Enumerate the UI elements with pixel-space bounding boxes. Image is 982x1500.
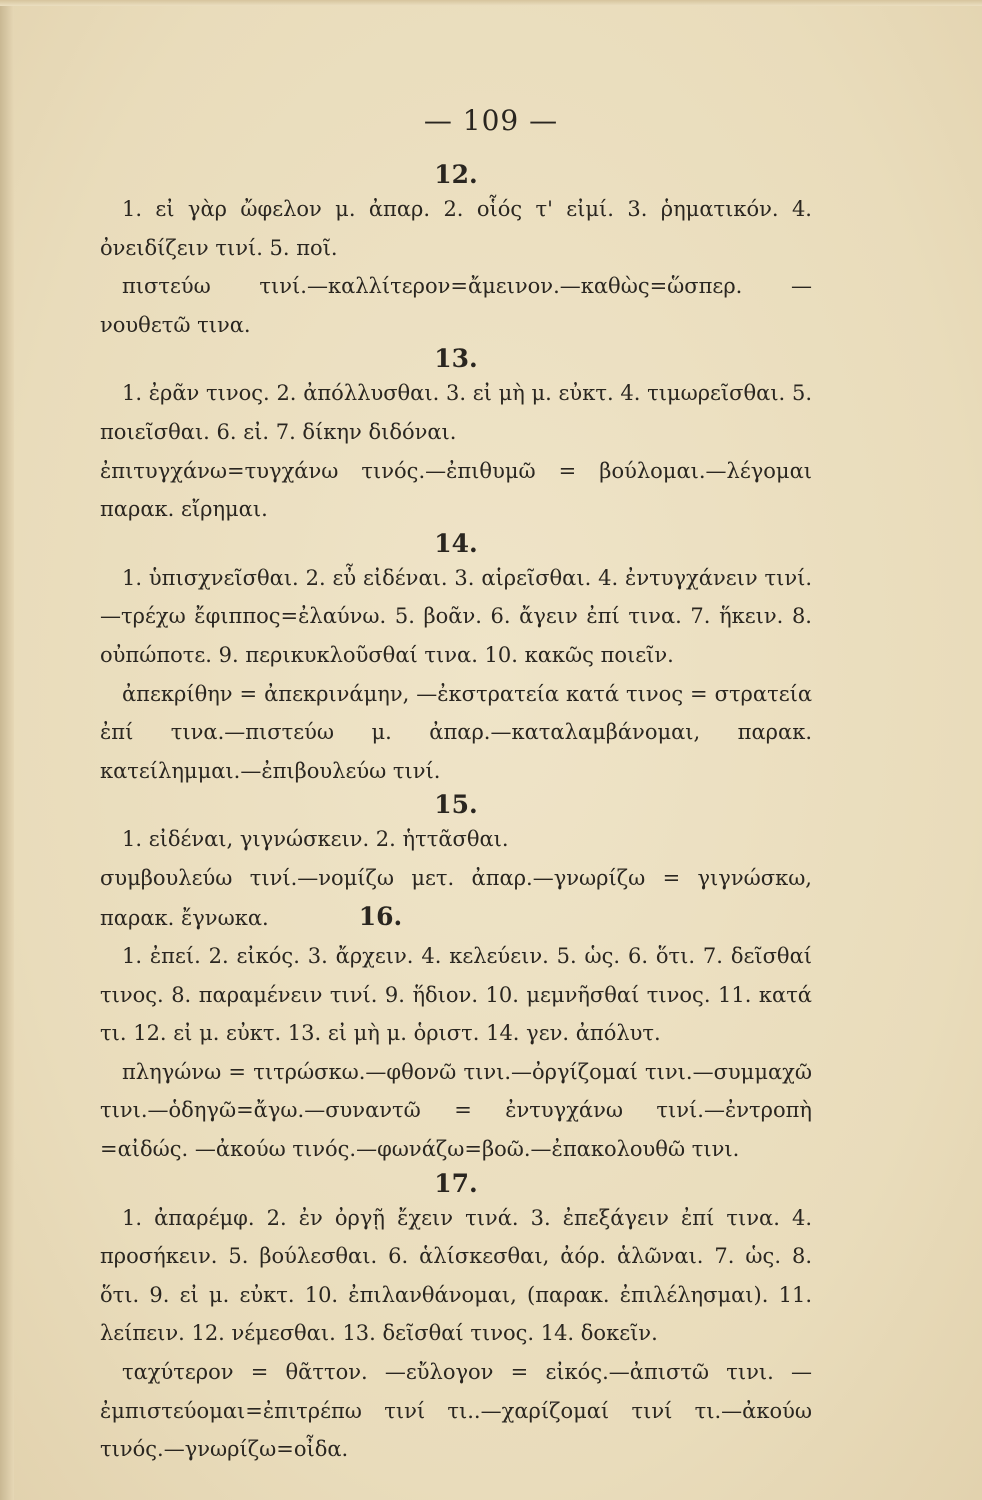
section-15-notes-line [100, 859, 812, 937]
section-heading-16: 16. [358, 901, 403, 931]
section-12-answers: 1. εἰ γὰρ ὤφελον μ. ἀπαρ. 2. οἷός τ' εἰμί. 3. ῥηματικόν. 4. ὀνειδίζειν τινί. 5. ποῖ. [100, 197, 812, 260]
section-17-notes: ταχύτερον = θᾶττον. —εὔλογον = εἰκός.—ἀπιστῶ τινι. —ἐμπιστεύομαι=ἐπιτρέπω τινί τι..—χαρίζομαί τινί τι.—ἀκούω τινός.—γνωρίζω=οἶδα. [100, 1360, 812, 1462]
section-13-answers: 1. ἐρᾶν τινος. 2. ἀπόλλυσθαι. 3. εἰ μὴ μ. εὐκτ. 4. τιμωρεῖσθαι. 5. ποιεῖσθαι. 6. εἰ. 7. δίκην διδόναι. [100, 381, 812, 444]
exercise-answers [100, 160, 812, 1469]
page-top-edge [0, 0, 982, 6]
section-16-notes: πληγώνω = τιτρώσκω.—φθονῶ τινι.—ὀργίζομαί τινι.—συμμαχῶ τινι.—ὁδηγῶ=ἄγω.—συναντῶ = ἐντυγχάνω τινί.—ἐντροπὴ =αἰδώς. —ἀκούω τινός.—φωνάζω=βοῶ.—ἐπακολουθῶ τινι. [100, 1059, 812, 1162]
section-heading-15: 15. [434, 790, 478, 820]
section-heading-13: 13. [434, 344, 478, 374]
section-13-notes: ἐπιτυγχάνω=τυγχάνω τινός.—ἐπιθυμῶ = βούλομαι.—λέγομαι παρακ. εἴρημαι. [100, 458, 812, 522]
section-14-answers: 1. ὑπισχνεῖσθαι. 2. εὖ εἰδέναι. 3. αἱρεῖσθαι. 4. ἐντυγχάνειν τινί.—τρέχω ἔφιππος=ἐλαύνω. 5. βοᾶν. 6. ἄγειν ἐπί τινα. 7. ἥκειν. 8. οὐπώποτε. 9. περικυκλοῦσθαί τινα. 10. κακῶς ποιεῖν. [100, 565, 812, 667]
section-heading-14: 14. [434, 528, 478, 558]
section-heading-17: 17. [434, 1168, 478, 1198]
section-12-notes: πιστεύω τινί.—καλλίτερον=ἄμεινον.—καθὼς=ὥσπερ. — νουθετῶ τινα. [100, 274, 812, 337]
page-left-edge [0, 0, 14, 1500]
section-14-notes: ἀπεκρίθην = ἀπεκρινάμην, —ἐκστρατεία κατά τινος = στρατεία ἐπί τινα.—πιστεύω μ. ἀπαρ.—καταλαμβάνομαι, παρακ. κατείλημμαι.—ἐπιβουλεύω τινί. [100, 681, 812, 783]
section-15-notes: συμβουλεύω τινί.—νομίζω μετ. ἀπαρ.—γνωρίζω = γιγνώσκω, παρακ. ἔγνωκα. [100, 865, 812, 930]
section-15-answers: 1. εἰδέναι, γιγνώσκειν. 2. ἡττᾶσθαι. [122, 827, 509, 852]
section-heading-12: 12. [434, 160, 478, 189]
page-number: — 109 — [423, 104, 559, 137]
section-17-answers: 1. ἀπαρέμφ. 2. ἐν ὀργῇ ἔχειν τινά. 3. ἐπεξάγειν ἐπί τινα. 4. προσήκειν. 5. βούλεσθαι. 6. ἁλίσκεσθαι, ἀόρ. ἁλῶναι. 7. ὡς. 8. ὅτι. 9. εἰ μ. εὐκτ. 10. ἐπιλανθάνομαι, (παρακ. ἐπιλέλησμαι). 11. λείπειν. 12. νέμεσθαι. 13. δεῖσθαί τινος. 14. δοκεῖν. [100, 1205, 812, 1346]
section-16-answers: 1. ἐπεί. 2. εἰκός. 3. ἄρχειν. 4. κελεύειν. 5. ὡς. 6. ὅτι. 7. δεῖσθαί τινος. 8. παραμένειν τινί. 9. ἥδιον. 10. μεμνῆσθαί τινος. 11. κατά τι. 12. εἰ μ. εὐκτ. 13. εἰ μὴ μ. ὁριστ. 14. γεν. ἀπόλυτ. [100, 944, 812, 1046]
